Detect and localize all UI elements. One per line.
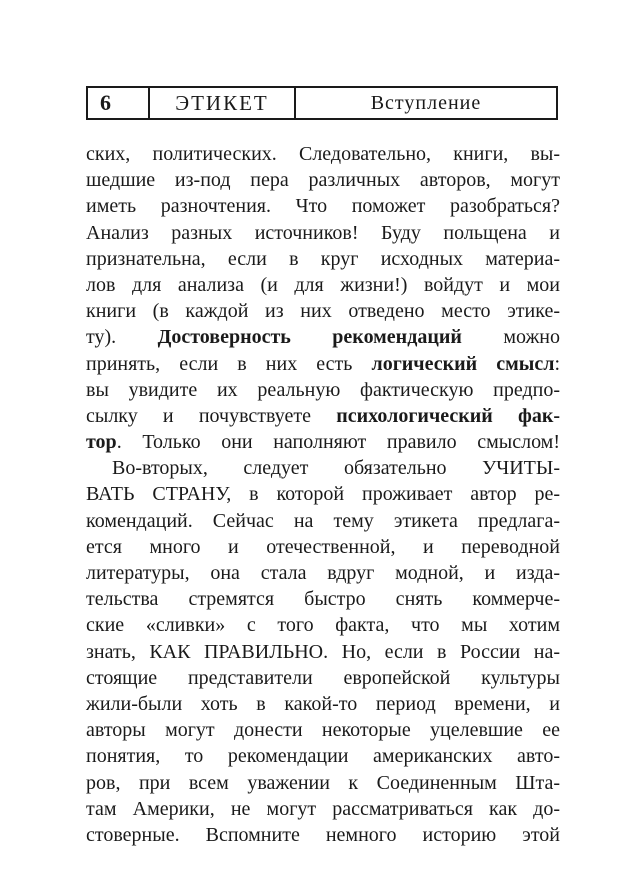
bold-term: тор	[86, 431, 117, 454]
text-line	[86, 796, 560, 822]
text-line	[86, 141, 560, 167]
text-line	[86, 455, 560, 481]
text-segment: признательна, если в круг исходных материа-	[86, 247, 560, 270]
text-segment: ров, при всем уважении к Соединенным Шта-	[86, 771, 560, 794]
text-segment: понятия, то рекомендации американских авто-	[86, 745, 560, 768]
text-segment: литературы, она стала вдруг модной, и изда-	[86, 562, 560, 584]
text-segment: знать, КАК ПРАВИЛЬНО. Но, если в России на-	[86, 640, 560, 663]
text-line	[86, 612, 560, 638]
text-segment: Анализ разных источников! Буду польщена и	[86, 221, 560, 244]
text-segment: там Америки, не могут рассматриваться как до-	[86, 797, 560, 820]
text-line	[86, 377, 560, 403]
text-segment: стоящие представители европейской культуры	[86, 666, 560, 689]
text-segment: ту).	[86, 326, 158, 349]
text-segment: иметь разночтения. Что поможет разобраться?	[86, 195, 560, 218]
text-line	[86, 770, 560, 796]
bold-term: логический смысл	[371, 352, 555, 375]
book-title: ЭТИКЕТ	[150, 88, 296, 118]
text-segment: :	[554, 352, 560, 375]
text-line	[86, 560, 560, 586]
bold-term: психологический фак-	[336, 404, 561, 427]
text-line	[86, 351, 560, 377]
text-line	[86, 272, 560, 298]
text-line	[86, 665, 560, 691]
text-segment: стоверные. Вспомните немного историю этой	[86, 823, 560, 846]
running-header	[86, 86, 558, 120]
text-segment: сылку и почувствуете	[86, 404, 337, 427]
text-segment: тельства стремятся быстро снять коммерче-	[86, 588, 560, 611]
text-line	[86, 534, 560, 560]
text-line	[86, 246, 560, 272]
text-line	[86, 586, 560, 612]
text-line	[86, 743, 560, 769]
section-title: Вступление	[370, 91, 482, 114]
text-segment: . Только они наполняют правило смыслом!	[116, 431, 560, 454]
text-line	[86, 220, 560, 246]
text-line	[86, 429, 560, 455]
text-line	[86, 193, 560, 219]
body-text	[86, 141, 560, 848]
text-segment: Во-вторых, следует обязательно УЧИТЫ-	[112, 457, 560, 480]
text-segment: жили-были хоть в какой-то период времени, и	[86, 692, 560, 715]
text-segment: вы увидите их реальную фактическую предпо-	[86, 378, 560, 401]
text-segment: лов для анализа (и для жизни!) войдут и мои	[86, 273, 560, 296]
text-segment: книги (в каждой из них отведено место этике-	[86, 300, 560, 323]
text-line	[86, 822, 560, 848]
text-segment: принять, если в них есть	[86, 352, 372, 375]
text-segment: ских, политических. Следовательно, книги, вы-	[86, 143, 560, 165]
text-line	[86, 508, 560, 534]
text-segment: ские «сливки» с того факта, что мы хотим	[86, 614, 560, 637]
text-segment: авторы могут донести некоторые уцелевшие ее	[86, 719, 560, 742]
text-line	[86, 481, 560, 507]
text-line	[86, 717, 560, 743]
text-segment: можно	[461, 326, 561, 349]
text-line	[86, 324, 560, 350]
page-number: 6	[88, 88, 150, 118]
text-segment: ется много и отечественной, и переводной	[86, 535, 560, 558]
text-segment: шедшие из-под пера различных авторов, могут	[86, 169, 560, 192]
bold-term: Достоверность рекомендаций	[157, 326, 462, 349]
text-segment: ВАТЬ СТРАНУ, в которой проживает автор ре-	[86, 483, 560, 506]
text-line	[86, 639, 560, 665]
text-line	[86, 403, 560, 429]
text-line	[86, 298, 560, 324]
text-segment: комендаций. Сейчас на тему этикета предлага-	[86, 509, 560, 532]
text-line	[86, 167, 560, 193]
text-line	[86, 691, 560, 717]
